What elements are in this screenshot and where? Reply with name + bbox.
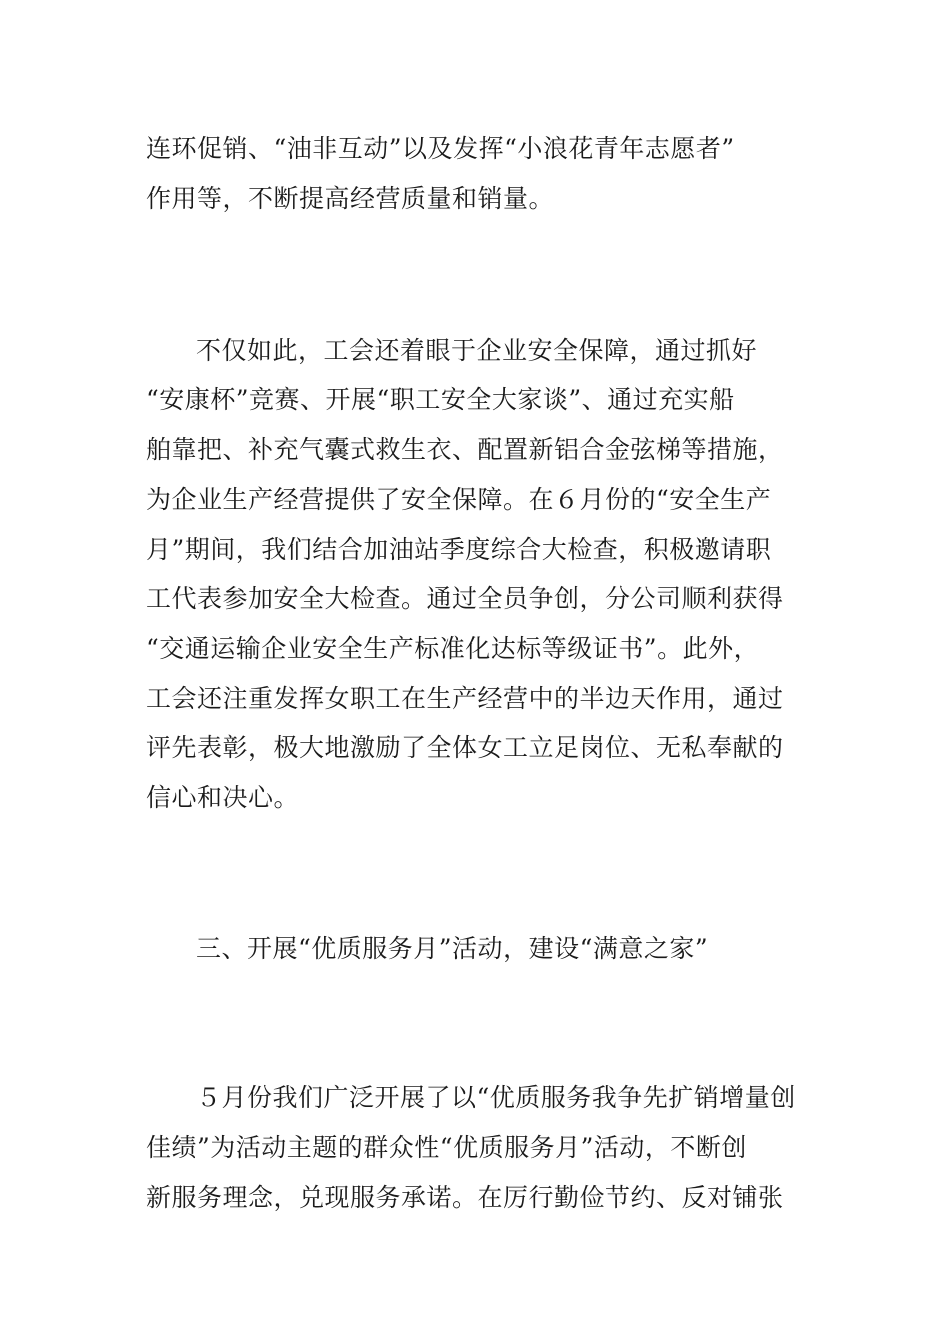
paragraph-2-line-2: “安康杯”竞赛、开展“职工安全大家谈”、通过充实船 (146, 385, 735, 414)
section-heading: 三、开展“优质服务月”活动，建设“满意之家” (196, 934, 709, 963)
paragraph-2-line-3: 舶靠把、补充气囊式救生衣、配置新铝合金弦梯等措施， (146, 435, 784, 464)
paragraph-2-line-4: 为企业生产经营提供了安全保障。在６月份的“安全生产 (146, 485, 772, 514)
paragraph-1-line-1: 连环促销、“油非互动”以及发挥“小浪花青年志愿者” (146, 134, 735, 163)
paragraph-2-line-9: 评先表彰，极大地激励了全体女工立足岗位、无私奉献的 (146, 733, 784, 762)
paragraph-3-line-2: 佳绩”为活动主题的群众性“优质服务月”活动，不断创 (146, 1133, 747, 1162)
paragraph-2-line-6: 工代表参加安全大检查。通过全员争创，分公司顺利获得 (146, 584, 784, 613)
paragraph-3-line-3: 新服务理念，兑现服务承诺。在厉行勤俭节约、反对铺张 (146, 1183, 784, 1212)
paragraph-3-line-1: ５月份我们广泛开展了以“优质服务我争先扩销增量创 (196, 1083, 796, 1112)
paragraph-2-line-10: 信心和决心。 (146, 783, 300, 812)
paragraph-1-line-2: 作用等，不断提高经营质量和销量。 (146, 184, 555, 213)
paragraph-2-line-7: “交通运输企业安全生产标准化达标等级证书”。此外， (146, 634, 760, 663)
paragraph-2-line-1: 不仅如此，工会还着眼于企业安全保障，通过抓好 (196, 336, 758, 365)
paragraph-2-line-8: 工会还注重发挥女职工在生产经营中的半边天作用，通过 (146, 684, 784, 713)
paragraph-2-line-5: 月”期间，我们结合加油站季度综合大检查，积极邀请职 (146, 535, 772, 564)
